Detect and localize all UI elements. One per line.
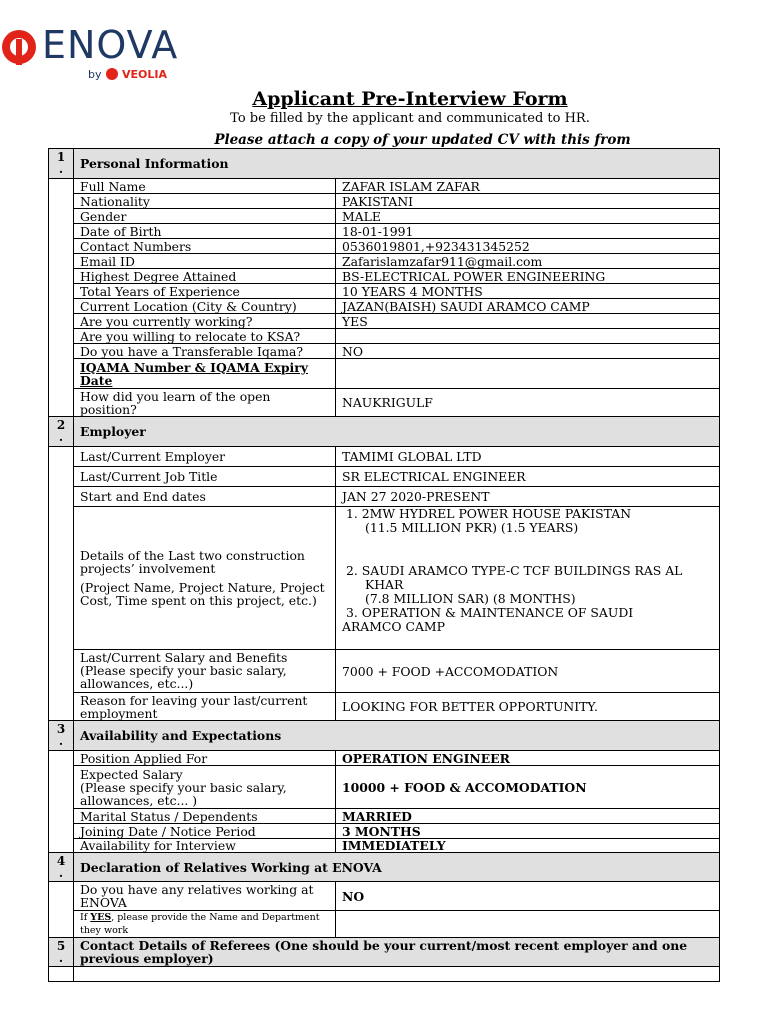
cv-note: Please attach a copy of your updated CV with this from [214, 132, 631, 148]
form-subtitle: To be filled by the applicant and communicated to HR. [230, 111, 590, 126]
field-label: Last/Current Job Title [74, 467, 336, 487]
section-header-availability [49, 721, 720, 751]
table-row [49, 809, 720, 824]
section-number: 2 . [49, 417, 74, 447]
table-row [49, 389, 720, 417]
section-title: Employer [74, 417, 720, 447]
field-value[interactable]: YES [336, 314, 720, 329]
field-value[interactable] [336, 329, 720, 344]
field-label [74, 507, 336, 650]
field-label [74, 766, 336, 809]
field-label [74, 911, 336, 938]
field-label: Last/Current Employer [74, 447, 336, 467]
table-row [49, 329, 720, 344]
field-label: How did you learn of the open position? [74, 389, 336, 417]
logo-by: by [88, 68, 102, 81]
section-header-employer [49, 417, 720, 447]
field-label: Do you have a Transferable Iqama? [74, 344, 336, 359]
ifyes-pre: If [80, 912, 91, 923]
section-title: Availability and Expectations [74, 721, 720, 751]
field-label: IQAMA Number & IQAMA Expiry Date [74, 359, 336, 389]
field-label: Marital Status / Dependents [74, 809, 336, 824]
table-row [49, 967, 720, 982]
field-value[interactable] [336, 359, 720, 389]
field-label: Last/Current Salary and Benefits (Please specify your basic salary, allowances, etc...) [74, 650, 336, 693]
field-label: Full Name [74, 179, 336, 194]
field-value[interactable]: 18-01-1991 [336, 224, 720, 239]
table-row [49, 650, 720, 693]
ifyes-bold: YES [90, 912, 112, 923]
table-row [49, 447, 720, 467]
logo-partner: VEOLIA [122, 68, 167, 81]
field-value[interactable]: MARRIED [336, 809, 720, 824]
section-number: 1 . [49, 149, 74, 179]
table-row [49, 239, 720, 254]
table-row [49, 766, 720, 809]
field-label: Total Years of Experience [74, 284, 336, 299]
projects-label: Details of the Last two construction projects’ involvement [80, 548, 305, 576]
field-value[interactable]: 10000 + FOOD & ACCOMODATION [336, 766, 720, 809]
field-label: Availability for Interview [74, 839, 336, 853]
field-value[interactable]: PAKISTANI [336, 194, 720, 209]
section-header-relatives [49, 853, 720, 882]
table-row [49, 344, 720, 359]
field-value[interactable]: 0536019801,+923431345252 [336, 239, 720, 254]
field-value[interactable]: ZAFAR ISLAM ZAFAR [336, 179, 720, 194]
table-row [49, 254, 720, 269]
project-1-line2: (11.5 MILLION PKR) (1.5 YEARS) [365, 520, 579, 535]
field-value[interactable]: 10 YEARS 4 MONTHS [336, 284, 720, 299]
table-row [49, 269, 720, 284]
table-row [49, 487, 720, 507]
field-value[interactable]: JAZAN(BAISH) SAUDI ARAMCO CAMP [336, 299, 720, 314]
company-logo [2, 22, 182, 84]
table-row [49, 314, 720, 329]
section-gutter [49, 447, 74, 721]
section-title: Contact Details of Referees (One should be your current/most recent employer and one previous employer) [74, 938, 720, 967]
field-value[interactable]: OPERATION ENGINEER [336, 751, 720, 766]
field-value[interactable]: BS-ELECTRICAL POWER ENGINEERING [336, 269, 720, 284]
field-value[interactable]: MALE [336, 209, 720, 224]
field-label: Contact Numbers [74, 239, 336, 254]
field-label: Gender [74, 209, 336, 224]
section-gutter [49, 751, 74, 853]
field-value[interactable]: NO [336, 882, 720, 911]
project-2-line1b: KHAR [365, 577, 404, 592]
table-row [49, 224, 720, 239]
section-title: Declaration of Relatives Working at ENOVA [74, 853, 720, 882]
form-title: Applicant Pre-Interview Form [252, 88, 568, 110]
field-value[interactable]: NAUKRIGULF [336, 389, 720, 417]
field-label: Email ID [74, 254, 336, 269]
table-row [49, 693, 720, 721]
field-value[interactable]: Zafarislamzafar911@gmail.com [336, 254, 720, 269]
field-label: Reason for leaving your last/current employment [74, 693, 336, 721]
field-label: Are you currently working? [74, 314, 336, 329]
table-row [49, 359, 720, 389]
field-label: Nationality [74, 194, 336, 209]
table-row [49, 839, 720, 853]
veolia-logo-icon [106, 68, 118, 80]
table-row [49, 179, 720, 194]
field-value[interactable]: 7000 + FOOD +ACCOMODATION [336, 650, 720, 693]
table-row [49, 284, 720, 299]
field-value[interactable] [336, 911, 720, 938]
field-value[interactable]: TAMIMI GLOBAL LTD [336, 447, 720, 467]
field-value[interactable]: LOOKING FOR BETTER OPPORTUNITY. [336, 693, 720, 721]
project-3-line1b: ARAMCO CAMP [342, 619, 445, 634]
section-number: 3 . [49, 721, 74, 751]
field-label: Date of Birth [74, 224, 336, 239]
section-gutter [49, 967, 74, 982]
field-label: Are you willing to relocate to KSA? [74, 329, 336, 344]
section-title: Personal Information [74, 149, 720, 179]
expected-salary-label: Expected Salary [80, 766, 183, 782]
project-3-line1: 3. OPERATION & MAINTENANCE OF SAUDI [346, 605, 634, 620]
table-row [49, 507, 720, 650]
table-row [49, 911, 720, 938]
table-row [49, 882, 720, 911]
table-row [49, 751, 720, 766]
field-value[interactable]: 3 MONTHS [336, 824, 720, 839]
section-gutter [49, 882, 74, 938]
projects-hint: (Project Name, Project Nature, Project Cost, Time spent on this project, etc.) [80, 580, 325, 608]
enova-logo-icon [2, 30, 36, 64]
field-label: Joining Date / Notice Period [74, 824, 336, 839]
projects-value[interactable] [336, 507, 720, 650]
project-2-line1: 2. SAUDI ARAMCO TYPE-C TCF BUILDINGS RAS AL [346, 563, 683, 578]
field-label: Current Location (City & Country) [74, 299, 336, 314]
section-header-referees [49, 938, 720, 967]
expected-salary-hint: (Please specify your basic salary, allowances, etc... ) [80, 779, 287, 808]
section-number: 4 . [49, 853, 74, 882]
table-row [49, 824, 720, 839]
field-label: Highest Degree Attained [74, 269, 336, 284]
field-label: Start and End dates [74, 487, 336, 507]
section-gutter [49, 179, 74, 417]
section-number: 5 . [49, 938, 74, 967]
table-row [49, 467, 720, 487]
table-row [49, 299, 720, 314]
field-value[interactable]: JAN 27 2020-PRESENT [336, 487, 720, 507]
ifyes-post: , please provide the Name and Department they work [80, 912, 320, 936]
field-label: Position Applied For [74, 751, 336, 766]
field-value[interactable]: IMMEDIATELY [336, 839, 720, 853]
field-value[interactable]: SR ELECTRICAL ENGINEER [336, 467, 720, 487]
table-row [49, 209, 720, 224]
project-2-line2: (7.8 MILLION SAR) (8 MONTHS) [365, 591, 576, 606]
section-header-personal [49, 149, 720, 179]
field-value[interactable]: NO [336, 344, 720, 359]
project-1-line1: 1. 2MW HYDREL POWER HOUSE PAKISTAN [346, 506, 632, 521]
logo-brand: ENOVA [42, 23, 179, 67]
table-row [49, 194, 720, 209]
pre-interview-form-table [48, 148, 720, 982]
field-label: Do you have any relatives working at ENOVA [74, 882, 336, 911]
referee-field[interactable] [74, 967, 720, 982]
